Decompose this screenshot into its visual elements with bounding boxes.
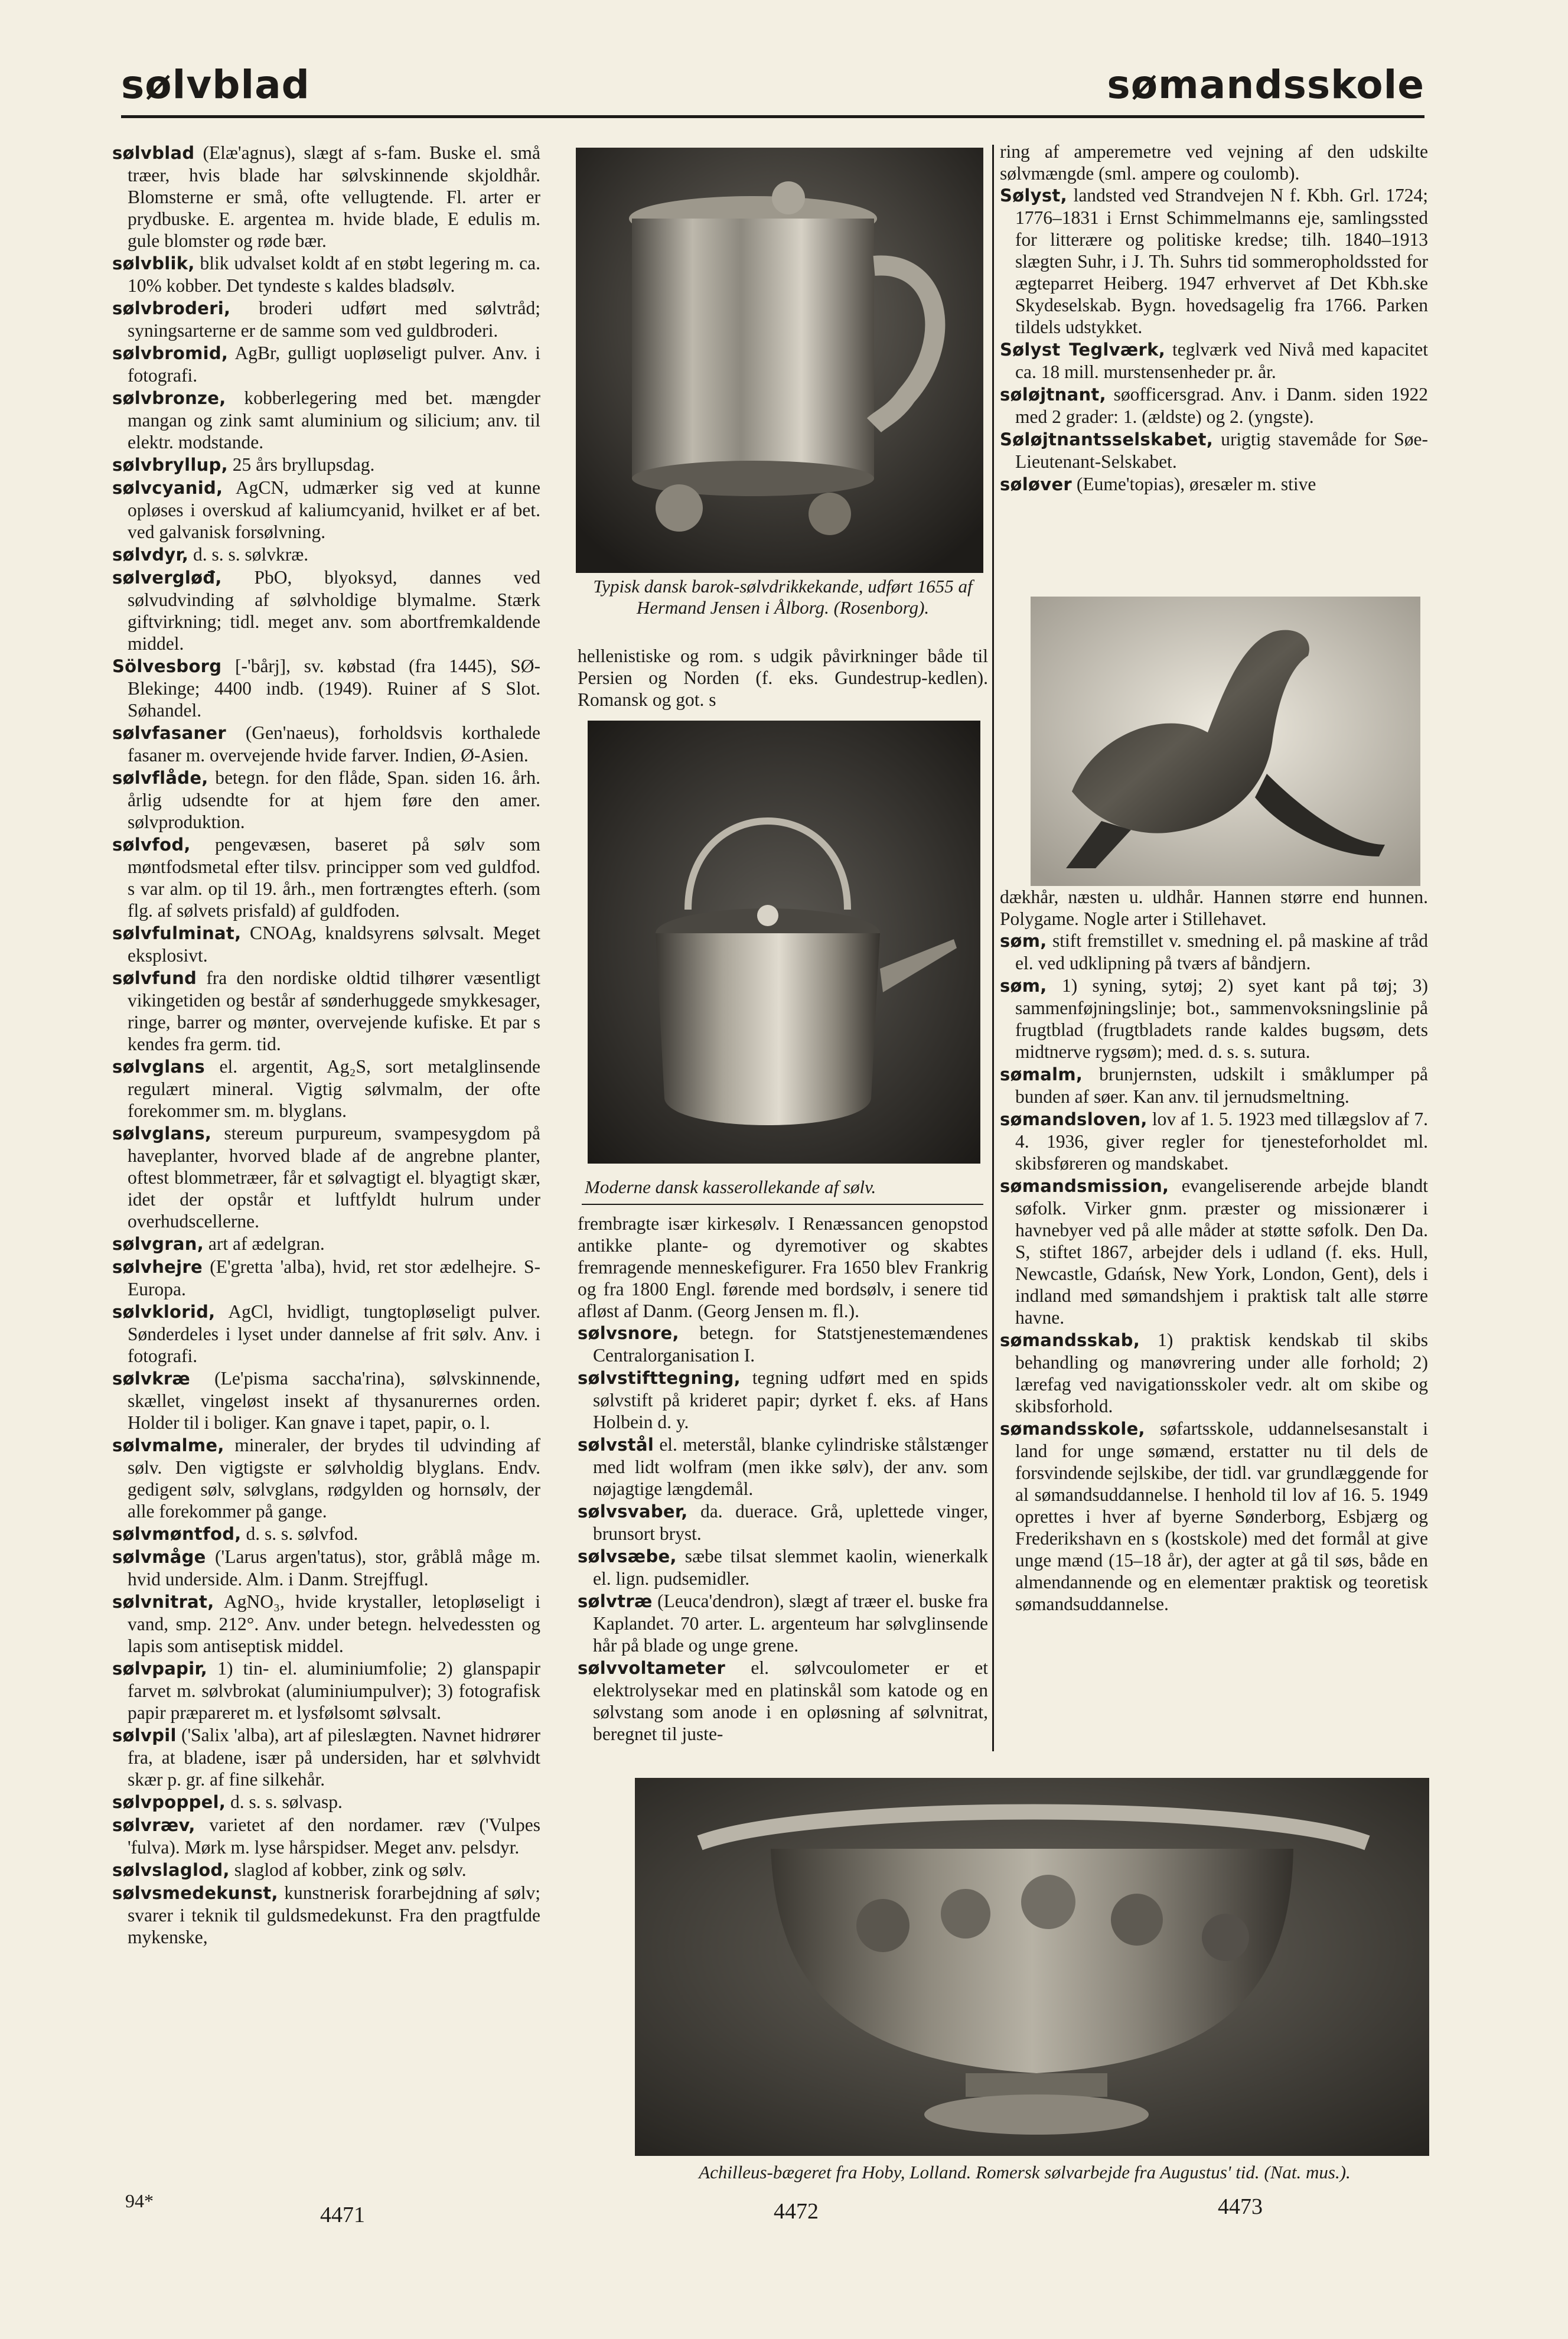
dictionary-entry (112, 722, 540, 766)
entry-headword: sølvvoltameter (578, 1658, 726, 1678)
entry-definition: betegn. for den flåde, Span. siden 16. årh. årlig udsendte for at hjem føre den amer. sølvproduktion. (128, 767, 540, 832)
entry-headword: sølvdyr, (112, 545, 189, 565)
tankard-caption: Typisk dansk barok-sølvdrikkekande, udført 1655 af Hermand Jensen i Ålborg. (Rosenborg). (593, 576, 973, 618)
entry-headword: sølvpoppel, (112, 1792, 226, 1812)
entry-headword: Søløjtnantsselskabet, (1000, 429, 1214, 449)
dictionary-entry (1000, 975, 1428, 1063)
entry-headword: sømandsskab, (1000, 1330, 1140, 1350)
entry-headword: sølvmåge (112, 1547, 206, 1567)
dictionary-entry (112, 543, 540, 566)
col2-continuation-2: frembragte især kirkesølv. I Renæssancen genopstod antikke plante- og dyremotiver og skabtes fremragende menneskefigurer. Fra 1650 blev Frankrig og fra 1800 Engl. førende med bordsølv, i senere tid afløst af Danm. (Georg Jensen m. fl.). (578, 1213, 988, 1321)
entry-definition: (E'gretta 'alba), hvid, ret stor ædelhejre. S-Europa. (128, 1256, 540, 1299)
entry-definition: (Le'pisma saccha'rina), sølvskinnende, skællet, vingeløst insekt af thysanurernes orden. Holder til i boliger. Kan gnave i tapet, papir, o. l. (128, 1368, 540, 1433)
entry-headword: sølvnitrat, (112, 1592, 214, 1612)
entry-definition: (Leuca'dendron), slægt af træer el. buske fra Kaplandet. 70 arter. L. argenteum har sølvglinsende hår på blade og unge grene. (593, 1591, 988, 1656)
entry-definition: AgCl, hvidligt, tungtopløseligt pulver. Sønderdeles i lyset under dannelse af frit sølv. Anv. i fotografi. (128, 1301, 540, 1366)
caption-rule (582, 1204, 983, 1205)
sea-lion-illustration (1031, 597, 1420, 886)
dictionary-entry (578, 1657, 988, 1745)
entry-headword: sølvbroderi, (112, 298, 231, 318)
dictionary-entry (112, 342, 540, 386)
dictionary-entry (112, 1591, 540, 1657)
dictionary-entry (1000, 1175, 1428, 1328)
signature-mark: 94* (125, 2190, 154, 2211)
dictionary-entry (112, 1056, 540, 1122)
entry-headword: sølvsæbe, (578, 1546, 677, 1566)
dictionary-entry (112, 1523, 540, 1545)
entry-headword: sølvstål (578, 1435, 654, 1455)
entry-definition: d. s. s. sølvkræ. (188, 544, 309, 565)
entry-definition: slaglod af kobber, zink og sølv. (229, 1859, 467, 1880)
entry-definition: kobberlegering med bet. mængder mangan og zink samt aluminium og silicium; anv. til elektr. modstande. (128, 387, 540, 452)
entry-definition: teglværk ved Nivå med kapacitet ca. 18 mill. murstensenheder pr. år. (1015, 339, 1428, 382)
entry-definition: art af ædelgran. (204, 1233, 325, 1254)
dictionary-entry (1000, 1108, 1428, 1174)
entry-definition: CNOAg, knaldsyrens sølvsalt. Meget eksplosivt. (128, 923, 540, 966)
entry-definition: el. argentit, Ag₂S, sort metalglinsende regulært mineral. Vigtig sølvmalm, der ofte forekommer sm. m. blyglans. (128, 1056, 540, 1121)
dictionary-entry (112, 566, 540, 654)
entry-headword: sølvfulminat, (112, 923, 242, 943)
dictionary-entry (1000, 1329, 1428, 1417)
dictionary-entry (112, 922, 540, 966)
dictionary-entry (112, 1882, 540, 1948)
teapot-caption: Moderne dansk kasserollekande af sølv. (585, 1177, 876, 1197)
entry-headword: sølvstifttegning, (578, 1368, 741, 1388)
dictionary-entry (1000, 383, 1428, 428)
dictionary-entry (112, 1859, 540, 1881)
dictionary-entry (578, 1434, 988, 1500)
entry-headword: Sølyst, (1000, 185, 1067, 206)
entry-headword: søløver (1000, 474, 1073, 494)
cup-photo (635, 1778, 1429, 2156)
entry-headword: sømandsloven, (1000, 1109, 1148, 1129)
entry-definition: søofficersgrad. Anv. i Danm. siden 1922 med 2 grader: 1. (ældste) og 2. (yngste). (1015, 384, 1428, 427)
dictionary-entry (112, 1256, 540, 1300)
header-rule (121, 115, 1424, 118)
dictionary-entry (112, 1434, 540, 1522)
entry-headword: sølvfund (112, 968, 197, 988)
entry-headword: sølvklorid, (112, 1302, 216, 1322)
entry-definition: PbO, blyoksyd, dannes ved sølvudvinding af sølvholdige blymalme. Stærk giftvirkning; tidl. meget anv. som abortfremkaldende middel. (128, 567, 540, 654)
dictionary-entry (112, 387, 540, 453)
dictionary-entry (112, 1657, 540, 1724)
entry-headword: sømalm, (1000, 1064, 1083, 1084)
dictionary-entry (1000, 1418, 1428, 1615)
entry-headword: sølvmalme, (112, 1435, 224, 1455)
entry-definition: pengevæsen, baseret på sølv som møntfodsmetal efter tilsv. principper som ved guldfod. s var alm. op til 19. årh., men fortrængtes efterh. (som flg. af sølvets prisfald) af guldfoden. (128, 834, 540, 921)
dictionary-entry (578, 1367, 988, 1433)
entry-definition: brunjernsten, udskilt i småklumper på bunden af søer. Kan anv. til jernudsmeltning. (1015, 1064, 1428, 1107)
entry-headword: Sölvesborg (112, 656, 222, 676)
entry-headword: sølvfasaner (112, 723, 226, 743)
dictionary-entry (112, 1233, 540, 1255)
entry-definition: kunstnerisk forarbejdning af sølv; svarer i teknik til guldsmedekunst. Fra den pragtfulde mykenske, (128, 1882, 540, 1947)
dictionary-entry (112, 655, 540, 721)
entry-headword: sølvbryllup, (112, 455, 228, 475)
cup-caption: Achilleus-bægeret fra Hoby, Lolland. Romersk sølvarbejde fra Augustus' tid. (Nat. mus.). (699, 2162, 1351, 2182)
entry-headword: søm, (1000, 976, 1047, 996)
entry-definition: broderi udført med sølvtråd; syningsarterne er de samme som ved guldbroderi. (128, 298, 540, 341)
dictionary-entry (112, 767, 540, 833)
entry-definition: AgCN, udmærker sig ved at kunne opløses i overskud af kaliumcyanid, hvilket er af bet. ved galvanisk forsølvning. (128, 477, 540, 542)
entry-definition: (Gen'naeus), forholdsvis korthalede fasaner m. overvejende hvide farver. Indien, Ø-Asien. (128, 722, 540, 765)
entry-headword: sølvtræ (578, 1591, 653, 1611)
entry-definition: 25 års bryllupsdag. (227, 454, 375, 475)
entry-definition: 1) syning, sytøj; 2) syet kant på tøj; 3) sammenføjningslinje; bot., sammenvoksningslinie på frugtblad (frugtbladets rande kaldes bugsøm, dets midtnerve rygsøm); med. d. s. s. sutura. (1015, 975, 1428, 1062)
entry-definition: 1) praktisk kendskab til skibs behandling og manøvrering under alle forhold; 2) lærefag ved navigationsskoler vedr. alt om skibe og skibsforhold. (1015, 1330, 1428, 1416)
dictionary-entry (578, 1322, 988, 1366)
entry-definition: mineraler, der brydes til udvinding af sølv. Den vigtigste er sølvholdig blyglans. Endv. gedigent sølv, sølvglans, rødgylden og hornsølv, der alle forekommer på gange. (128, 1435, 540, 1522)
entry-definition: betegn. for Statstjenestemændenes Centralorganisation I. (593, 1322, 988, 1366)
entry-headword: sølvblik, (112, 253, 195, 273)
entry-definition: (Elæ'agnus), slægt af s-fam. Buske el. små træer, hvis blade har sølvskinnende skjoldhår. Blomsterne er små, ofte vellugtende. Fl. arter er prydbuske. E. argentea m. hvide blade, E edulis m. gule blomster og røde bær. (128, 142, 540, 251)
dictionary-entry (112, 833, 540, 921)
entry-definition: el. meterstål, blanke cylindriske stålstænger med lidt wolfram (men ikke sølv), der anv. som nøjagtige længdemål. (593, 1434, 988, 1499)
entry-headword: sømandsmission, (1000, 1176, 1169, 1196)
teapot-photo (588, 721, 980, 1164)
entry-definition: 1) tin- el. aluminiumfolie; 2) glanspapir farvet m. sølvbrokat (aluminiumpulver); 3) fotografisk papir præpareret m. et lysfølsomt sølvsalt. (128, 1658, 540, 1723)
entry-headword: sølvblad (112, 143, 195, 163)
dictionary-entry (112, 1122, 540, 1232)
entry-definition: d. s. s. sølvasp. (226, 1791, 343, 1812)
entry-headword: sølvslaglod, (112, 1860, 230, 1880)
page-number-1: 4471 (320, 2203, 365, 2227)
dictionary-entry (112, 1724, 540, 1790)
column-3-bottom (1000, 886, 1428, 1615)
entry-definition: lov af 1. 5. 1923 med tillægslov af 7. 4. 1936, giver regler for tjenesteforholdet ml. skibsføreren og mandskabet. (1015, 1109, 1428, 1174)
dictionary-entry (112, 252, 540, 297)
dictionary-entry (112, 454, 540, 476)
column-rule (992, 145, 994, 1751)
entry-definition: stereum purpureum, svampesygdom på haveplanter, hvorved blade af de angrebne planter, oftest blommetræer, får et sølvagtigt el. blyagtigt skær, idet der opstår et luftfyldt hulrum under overhudscellerne. (128, 1123, 540, 1232)
entry-headword: sølvergløđ, (112, 568, 222, 588)
entry-headword: sølvkræ (112, 1369, 191, 1389)
sea-lion-photo (1031, 597, 1420, 886)
entry-headword: søløjtnant, (1000, 385, 1106, 405)
column-3-top (1000, 141, 1428, 496)
entry-headword: sølvsvaber, (578, 1501, 688, 1522)
dictionary-entry (112, 142, 540, 252)
entry-definition: landsted ved Strandvejen N f. Kbh. Grl. 1724; 1776–1831 i Ernst Schimmelmanns eje, samlingssted for litterære og politiske kredse; tilh. 1840–1913 slægten Suhr, i J. Th. Suhrs tid sommeropholdssted for ægteparret Heiberg. 1947 erhvervet af Det Kbh.ske Skydeselskab. Bygn. hovedsagelig fra 1766. Parken tildels udstykket. (1015, 185, 1428, 337)
dictionary-entry (578, 1590, 988, 1656)
entry-definition: el. sølvcoulometer er et elektrolysekar med en platinskål som katode og en sølvstang som anode i en opløsning af sølvnitrat, beregnet til juste- (593, 1657, 988, 1744)
column-2 (578, 1213, 988, 1745)
entry-headword: sølvræv, (112, 1815, 195, 1835)
entry-headword: sølvbromid, (112, 343, 229, 363)
dictionary-entry (578, 1545, 988, 1589)
entry-headword: sølvpil (112, 1725, 177, 1745)
entry-definition: ('Larus argen'tatus), stor, gråblå måge m. hvid underside. Alm. i Danm. Strejffugl. (128, 1546, 540, 1589)
dictionary-entry (112, 967, 540, 1055)
dictionary-entry (112, 477, 540, 543)
entry-headword: søm, (1000, 931, 1047, 951)
dictionary-entry (1000, 338, 1428, 383)
dictionary-entry (1000, 473, 1428, 496)
dictionary-entry (112, 1301, 540, 1367)
entry-definition: sæbe tilsat slemmet kaolin, wienerkalk el. lign. pudsemidler. (593, 1546, 988, 1589)
entry-headword: sølvfod, (112, 835, 191, 855)
entry-definition: AgBr, gulligt uopløseligt pulver. Anv. i fotografi. (128, 343, 540, 386)
entry-definition: d. s. s. sølvfod. (241, 1523, 358, 1544)
entry-definition: blik udvalset koldt af en støbt legering m. ca. 10% kobber. Det tyndeste s kaldes bladsølv. (128, 253, 540, 296)
dictionary-entry (112, 1546, 540, 1590)
column-1 (112, 142, 540, 1949)
running-head-left: sølvblad (121, 62, 310, 107)
entry-headword: sølvpapir, (112, 1659, 208, 1679)
dictionary-entry (112, 1367, 540, 1434)
entry-headword: sølvbronze, (112, 388, 226, 408)
entry-definition: AgNO₃, hvide krystaller, letopløseligt i vand, smp. 212°. Anv. under betegn. helvedessten og lapis som antiseptisk middel. (128, 1591, 540, 1656)
entry-definition: tegning udført med en spids sølvstift på krideret papir; dyrket f. eks. af Hans Holbein d. y. (593, 1367, 988, 1432)
entry-headword: sølvglans, (112, 1123, 212, 1144)
entry-definition: fra den nordiske oldtid tilhører væsentligt vikingetiden og består af sønderhuggede smykkesager, ringe, barrer og mønter, overvejende kufiske. Et par s kendes fra germ. tid. (128, 967, 540, 1054)
dictionary-entry (1000, 428, 1428, 473)
entry-headword: sølvglans (112, 1057, 205, 1077)
entry-definition: ('Salix 'alba), art af pileslægten. Navnet hidrører fra, at bladene, især på undersiden, har et sølvhvidt skær p. gr. af fine silkehår. (128, 1725, 540, 1790)
entry-headword: sølvgran, (112, 1234, 204, 1254)
entry-definition: evangeliserende arbejde blandt søfolk. Virker gnm. præster og missionærer i havnebyer ved på alle måder at støtte søfolk. Den Da. S, stiftet 1867, arbejder dels i udland (f. eks. Hull, Newcastle, Gdańsk, New York, London, Gent), dels i indland med sømandshjem i praktisk talt alle større havne. (1015, 1175, 1428, 1328)
entry-headword: sølvhejre (112, 1257, 203, 1277)
entry-definition: varietet af den nordamer. ræv ('Vulpes 'fulva). Mørk m. lyse hårspidser. Meget anv. pelsdyr. (128, 1814, 540, 1858)
col2-continuation-1: hellenistiske og rom. s udgik påvirkninger både til Persien og Norden (f. eks. Gundestrup-kedlen). Romansk og got. s (578, 646, 988, 710)
dictionary-entry (112, 1791, 540, 1813)
dictionary-entry (1000, 1063, 1428, 1107)
tankard-illustration (576, 148, 983, 573)
entry-definition: [-'bårj], sv. købstad (fra 1445), SØ-Blekinge; 4400 indb. (1949). Ruiner af S Slot. Søhandel. (128, 656, 540, 721)
col3-continuation-1: dækhår, næsten u. uldhår. Hannen større end hunnen. Polygame. Nogle arter i Stillehavet. (1000, 887, 1428, 929)
entry-definition: urigtig stavemåde for Søe-Lieutenant-Selskabet. (1015, 429, 1428, 472)
entry-headword: sølvflåde, (112, 768, 208, 788)
entry-definition: stift fremstillet v. smedning el. på maskine af tråd el. ved udklipning på tværs af båndjern. (1015, 930, 1428, 973)
dictionary-entry (578, 1500, 988, 1545)
dictionary-entry (112, 1814, 540, 1858)
dictionary-entry (1000, 184, 1428, 338)
dictionary-entry (1000, 930, 1428, 974)
cup-illustration (635, 1778, 1429, 2156)
entry-headword: sølvmøntfod, (112, 1524, 242, 1544)
dictionary-entry (112, 297, 540, 341)
entry-headword: sømandsskole, (1000, 1419, 1145, 1439)
col3-continuation-0: ring af amperemetre ved vejning af den udskilte sølvmængde (sml. ampere og coulomb). (1000, 141, 1428, 184)
tankard-photo (576, 148, 983, 573)
page-number-3: 4473 (1218, 2194, 1263, 2219)
entry-headword: Sølyst Teglværk, (1000, 340, 1166, 360)
entry-headword: sølvsmedekunst, (112, 1883, 278, 1903)
running-head-right: sømandsskole (1107, 62, 1424, 107)
teapot-illustration (588, 721, 980, 1164)
entry-definition: søfartsskole, uddannelsesanstalt i land for unge sømænd, erstatter nu til dels de forsvindende sejlskibe, der tidl. var grundlæggende for al sømandsuddannelse. I henhold til lov af 16. 5. 1949 oprettes i hver af byerne Sønderborg, Esbjærg og Frederikshavn en s (kostskole) med det formål at give unge mænd (15–18 år), der agter at gå til søs, både en almendannende og en elementær praktisk og teoretisk sømandsuddannelse. (1015, 1418, 1428, 1614)
entry-headword: sølvsnore, (578, 1323, 679, 1343)
entry-definition: (Eume'topias), øresæler m. stive (1072, 474, 1316, 494)
page-number-2: 4472 (774, 2199, 819, 2224)
entry-headword: sølvcyanid, (112, 478, 223, 498)
entry-definition: da. duerace. Grå, uplettede vinger, brunsort bryst. (593, 1501, 988, 1544)
